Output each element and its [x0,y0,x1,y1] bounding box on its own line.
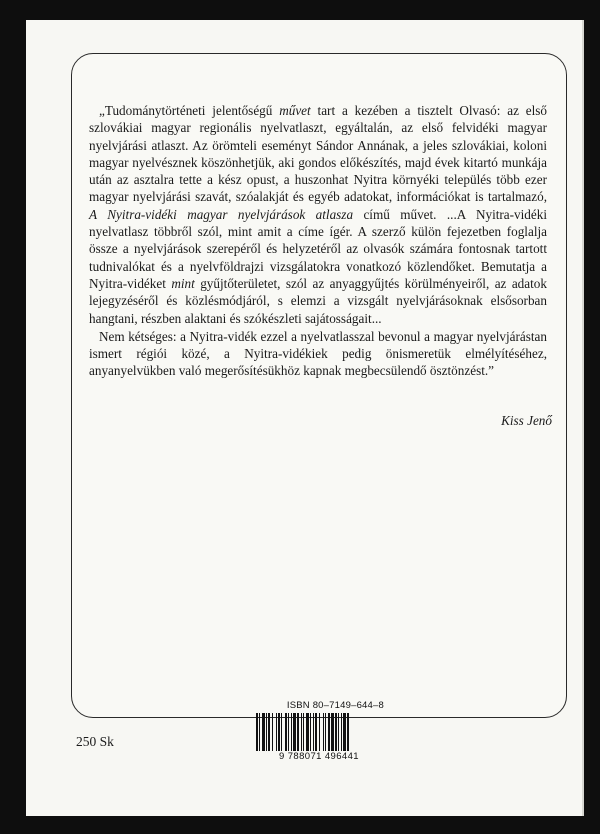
ean-number: 9 788071 496441 [279,751,359,762]
barcode-block [254,700,384,763]
blurb-paragraph-2: Nem kétséges: a Nyitra-vidék ezzel a nyelvatlasszal bevonul a magyar nyelvjárástan ismert régiói közé, a Nyitra-vidékiek pedig önismeretük elmélyítéséhez, anyanyelvükben való megerősítésükhöz kapnak megbecsülendő ösztönzést.” [89,328,547,379]
blurb-p1-italic-work: művet [279,103,311,118]
price-label: 250 Sk [76,734,114,749]
blurb-p1-part1: „Tudománytörténeti jelentőségű [99,103,280,118]
blurb-p1-part7: gyűjtőterületet, szól az anyaggyűjtés körülményeiről, az adatok lejegyzéséről és közlésmódjáról, s elemzi a vizsgált nyelvjárásoknak elsősorban hangtani, részben alaktani és szókészleti sajátosságait... [89,275,547,326]
barcode-icon [254,713,384,751]
blurb-p1-book-title: A Nyitra-vidéki magyar nyelvjárások atlasza [89,206,354,222]
blurb-paragraph-1 [89,102,547,327]
author-signature: Kiss Jenő [501,413,552,428]
blurb-p1-part5: című művet. ...A Nyitra-vidéki nyelvatlasz többről szól, mint amit a címe ígér. A szerző külön fejezetben foglalja össze a nyelvjárások szerepéről és helyzetéről az olvasók számára fontosnak tartott tudnivalókat és a nyelvföldrajzi vizsgálatokra vonatkozó közlendőket. Bemutatja a Nyitra-vidéket [89,206,548,291]
blurb-p1-italic-mint: mint [171,275,195,291]
blurb-p1-part3: tart a kezében a tisztelt Olvasó: az első szlovákiai magyar regionális nyelvatlaszt, egyáltalán, az első felvidéki magyar nyelvjárási atlaszt. Az örömteli eseményt Sándor Annának, a jeles szlovákiai, koloni magyar nyelvésznek köszönhetjük, aki gondos előkészítés, majd évek kitartó munkája után az asztalra tette a kész opust, a huszonhat Nyitra környéki település több ezer magyar nyelvjárási szavát, szóalakját és egyéb adatokat, információkat is tartalmazó, [89,103,547,205]
blurb-text [89,102,547,380]
isbn-text: ISBN 80–7149–644–8 [286,700,384,711]
